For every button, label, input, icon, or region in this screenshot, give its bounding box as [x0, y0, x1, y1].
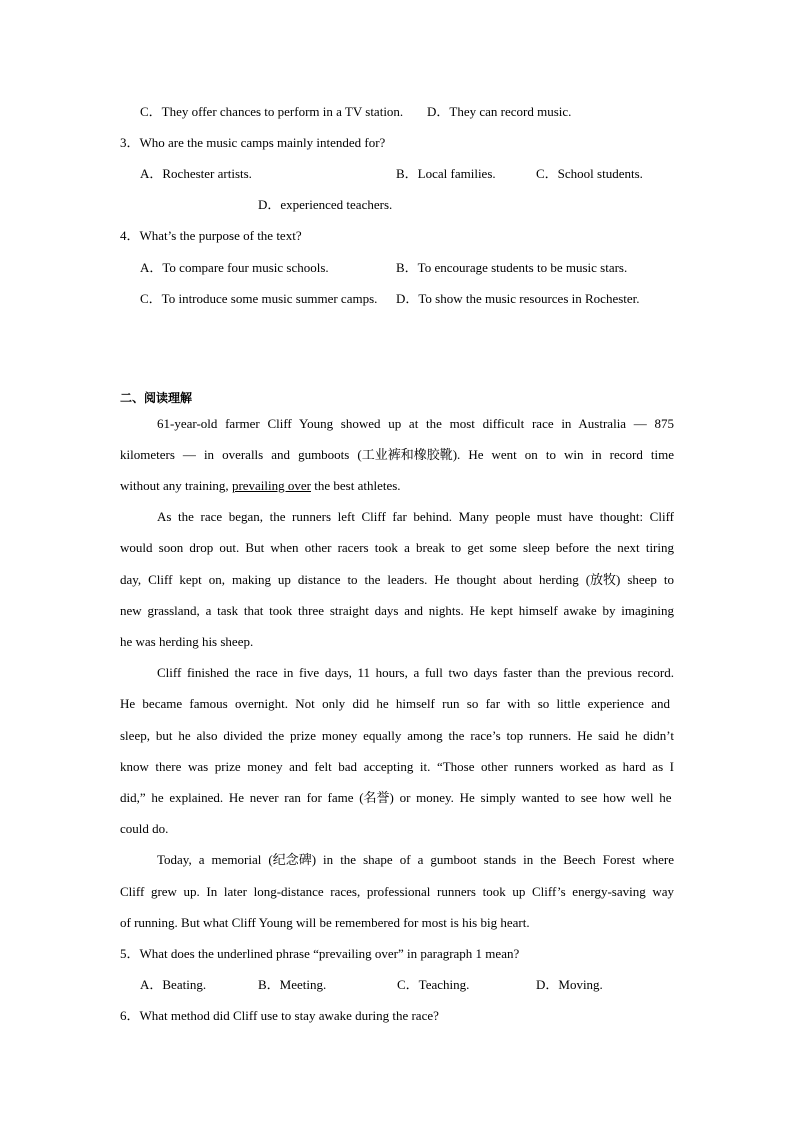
passage-p1-line3: without any training, prevailing over the best athletes.	[120, 478, 401, 493]
q4-option-d: D．To show the music resources in Rochester.	[396, 291, 640, 306]
passage-p2-line4: new grassland, a task that took three straight days and nights. He kept himself awake by imagining	[120, 603, 674, 618]
q2-option-d: D．They can record music.	[427, 104, 572, 119]
q3-option-a: A．Rochester artists.	[140, 166, 252, 181]
q4-option-b: B．To encourage students to be music stars.	[396, 260, 628, 275]
q3-option-d: D．experienced teachers.	[258, 197, 393, 212]
passage-p4-line1: Today, a memorial (纪念碑) in the shape of a gumboot stands in the Beech Forest where	[157, 852, 674, 867]
q5-option-c: C．Teaching.	[397, 977, 470, 992]
passage-p3-line1: Cliff finished the race in five days, 11 hours, a full two days faster than the previous record.	[157, 665, 674, 680]
passage-p3-line5: did,” he explained. He never ran for fame (名誉) or money. He simply wanted to see how well he	[120, 790, 672, 805]
passage-p2-line1: As the race began, the runners left Cliff far behind. Many people must have thought: Cliff	[157, 509, 674, 524]
passage-p3-line2: He became famous overnight. Not only did he himself run so far with so little experience and	[120, 696, 670, 711]
q5-option-b: B．Meeting.	[258, 977, 327, 992]
q5-option-d: D．Moving.	[536, 977, 603, 992]
passage-p2-line3: day, Cliff kept on, making up distance to the leaders. He thought about herding (放牧) sheep to	[120, 572, 674, 587]
passage-p4-line3: of running. But what Cliff Young will be remembered for most is his big heart.	[120, 915, 530, 930]
passage-p3-line3: sleep, but he also divided the prize money equally among the race’s top runners. He said he didn’t	[120, 728, 674, 743]
q4-stem: 4．What’s the purpose of the text?	[120, 228, 302, 243]
passage-p1-line2: kilometers — in overalls and gumboots (工业裤和橡胶靴). He went on to win in record time	[120, 447, 674, 462]
q3-option-c: C．School students.	[536, 166, 643, 181]
q5-stem: 5．What does the underlined phrase “prevailing over” in paragraph 1 mean?	[120, 946, 520, 961]
passage-p2-line5: he was herding his sheep.	[120, 634, 254, 649]
passage-p2-line2: would soon drop out. But when other racers took a break to get some sleep before the next tiring	[120, 540, 674, 555]
underlined-phrase: prevailing over	[231, 478, 311, 493]
q4-option-a: A．To compare four music schools.	[140, 260, 329, 275]
q3-option-b: B．Local families.	[396, 166, 496, 181]
passage-p4-line2: Cliff grew up. In later long-distance races, professional runners took up Cliff’s energy-saving way	[120, 884, 674, 899]
passage-p3-line6: could do.	[120, 821, 169, 836]
q4-option-c: C．To introduce some music summer camps.	[140, 291, 378, 306]
q5-option-a: A．Beating.	[140, 977, 207, 992]
section-heading: 二、阅读理解	[120, 391, 193, 405]
q6-stem: 6．What method did Cliff use to stay awake during the race?	[120, 1008, 439, 1023]
passage-p1-line1: 61-year-old farmer Cliff Young showed up at the most difficult race in Australia — 875	[157, 416, 674, 431]
q2-option-c: C．They offer chances to perform in a TV station.	[140, 104, 404, 119]
passage-p3-line4: know there was prize money and felt bad accepting it. “Those other runners worked as hard as I	[120, 759, 674, 774]
q3-stem: 3．Who are the music camps mainly intended for?	[120, 135, 386, 150]
